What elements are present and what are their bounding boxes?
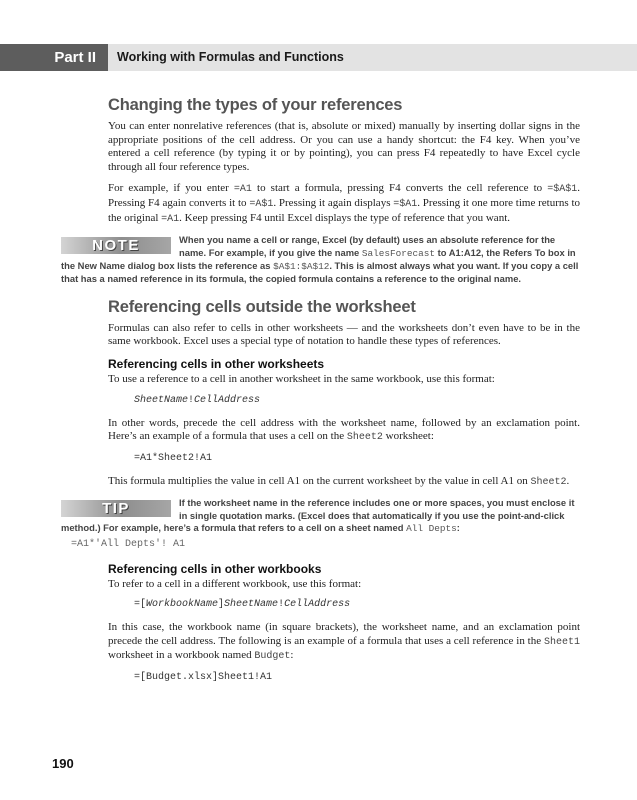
code-example-budget: =[Budget.xlsx]Sheet1!A1 [134, 671, 273, 683]
tip-text: If the worksheet name in the reference includes one or more spaces, you must enclose it in single quotation marks. (Excel does that automatically if you use the point-and-click method.) For example, here’s a formula that refers to a cell on a sheet named All Depts: [61, 497, 575, 535]
subheading-other-workbooks: Referencing cells in other workbooks [108, 561, 322, 576]
code-format-workbook-reference: =[WorkbookName]SheetName!CellAddress [134, 599, 351, 611]
paragraph: To use a reference to a cell in another worksheet in the same workbook, use this format: [108, 372, 495, 385]
note-badge: NOTE [61, 237, 171, 254]
paragraph: You can enter nonrelative references (that is, absolute or mixed) manually by inserting dollar signs in the appropriate positions of the cell address. Or you can use a handy shortcut: the F4 key. When you’ve entered a cell reference (by typing it or by pointing), you can press F4 repeatedly to have Excel cycle through all four reference types. [108, 120, 580, 173]
running-header [0, 44, 637, 71]
tip-code-example: =A1*'All Depts'! A1 [71, 538, 186, 550]
paragraph: In other words, precede the cell address with the worksheet name, followed by an exclamation point. Here’s an example of a formula that uses a cell on the Sheet2 worksheet: [108, 416, 580, 444]
page-body [61, 96, 581, 694]
paragraph: Formulas can also refer to cells in other worksheets — and the worksheets don’t even have to be in the same workbook. Excel uses a special type of notation to handle these types of references. [108, 321, 580, 348]
page-number: 190 [52, 756, 74, 771]
code-format-sheet-reference: SheetName!CellAddress [134, 394, 261, 406]
note-callout [61, 234, 580, 286]
subheading-other-worksheets: Referencing cells in other worksheets [108, 356, 325, 371]
tip-badge: TIP [61, 500, 171, 517]
tip-callout [61, 497, 580, 549]
note-text: When you name a cell or range, Excel (by default) uses an absolute reference for the name. For example, if you give the name SalesForecast to A1:A12, the Refers To box in the New Name dialog box lists the reference as $A$1:$A$12. This is almost always what you want. If you copy a cell that has a named reference in its formula, the copied formula contains a reference to the original name. [61, 234, 579, 285]
paragraph: This formula multiplies the value in cell A1 on the current worksheet by the value in cell A1 on Sheet2. [108, 474, 570, 488]
paragraph: To refer to a cell in a different workbook, use this format: [108, 577, 362, 590]
paragraph: In this case, the workbook name (in square brackets), the worksheet name, and an exclamation point precede the cell address. The following is an example of a formula that uses a cell reference in the Sheet1 worksheet in a workbook named Budget: [108, 621, 580, 663]
code-example-sheet2: =A1*Sheet2!A1 [134, 452, 213, 464]
part-title: Working with Formulas and Functions [108, 44, 637, 71]
section-heading-changing-reference-types: Changing the types of your references [108, 96, 403, 114]
section-heading-outside-worksheet: Referencing cells outside the worksheet [108, 297, 416, 316]
part-label: Part II [0, 44, 108, 71]
paragraph-f4-example: For example, if you enter =A1 to start a formula, pressing F4 converts the cell reference to =$A$1. Pressing F4 again converts it to =A$1. Pressing it again displays =$A1. Pressing it one more time returns to the original =A1. Keep pressing F4 until Excel displays the type of reference that you want. [108, 182, 581, 225]
